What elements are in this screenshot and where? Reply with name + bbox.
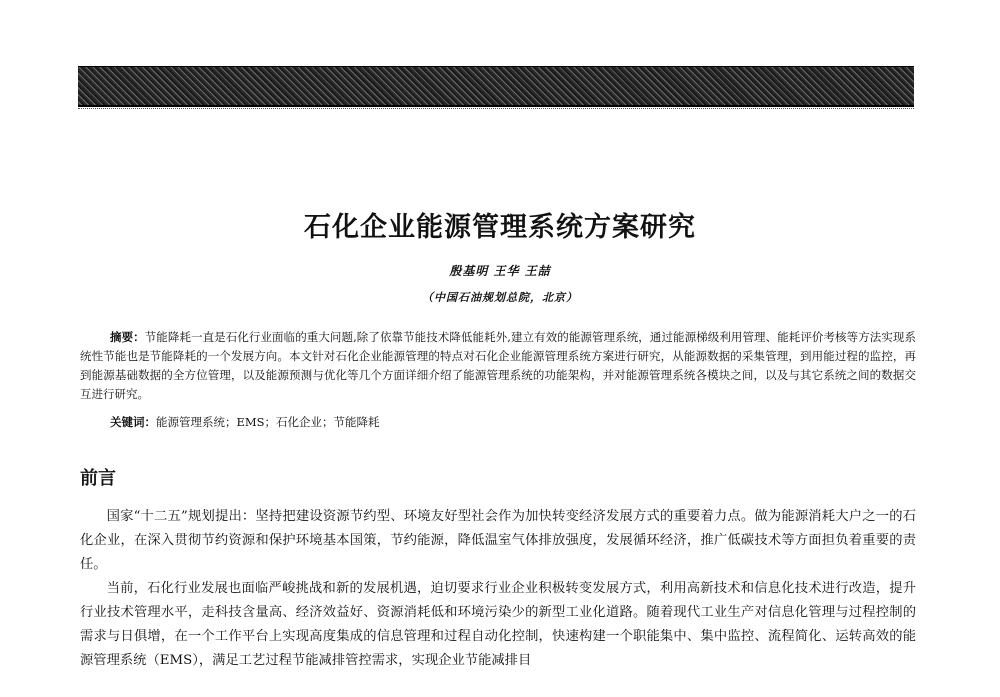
header-banner bbox=[78, 66, 914, 107]
keywords-text: 能源管理系统；EMS；石化企业；节能降耗 bbox=[156, 415, 380, 429]
section-body bbox=[80, 505, 916, 673]
header-rule bbox=[78, 108, 914, 109]
paper-authors: 殷基明 王华 王喆 bbox=[449, 264, 551, 278]
body-paragraph: 当前，石化行业发展也面临严峻挑战和新的发展机遇，迫切要求行业企业积极转变发展方式，利用高新技术和信息化技术进行改造，提升行业技术管理水平，走科技含量高、经济效益好、资源消耗低和环境污染少的新型工业化道路。随着现代工业生产对信息化管理与过程控制的需求与日俱增，在一个工作平台上实现高度集成的信息管理和过程自动化控制，快速构建一个职能集中、集中监控、流程简化、运转高效的能源管理系统（EMS），满足工艺过程节能减排管控需求，实现企业节能减排目 bbox=[80, 581, 916, 668]
paper-title: 石化企业能源管理系统方案研究 bbox=[304, 212, 696, 243]
keywords-label: 关键词： bbox=[110, 415, 156, 429]
section-heading: 前言 bbox=[80, 468, 116, 489]
keywords bbox=[110, 413, 910, 432]
abstract bbox=[80, 328, 916, 404]
abstract-text: 节能降耗一直是石化行业面临的重大问题,除了依靠节能技术降低能耗外,建立有效的能源管理系统，通过能源梯级利用管理、能耗评价考核等方法实现系统性节能也是节能降耗的一个发展方向。本文针对石化企业能源管理的特点对石化企业能源管理系统方案进行研究，从能源数据的采集管理，到用能过程的监控，再到能源基础数据的全方位管理，以及能源预测与优化等几个方面详细介绍了能源管理系统的功能架构，并对能源管理系统各模块之间，以及与其它系统之间的数据交互进行研究。 bbox=[80, 330, 917, 401]
paper-affiliation: （中国石油规划总院，北京） bbox=[422, 291, 578, 304]
abstract-label: 摘要： bbox=[110, 330, 145, 344]
body-paragraph: 国家“十二五”规划提出：坚持把建设资源节约型、环境友好型社会作为加快转变经济发展方式的重要着力点。做为能源消耗大户之一的石化企业，在深入贯彻节约资源和保护环境基本国策，节约能源，降低温室气体排放强度，发展循环经济，推广低碳技术等方面担负着重要的责任。 bbox=[80, 509, 916, 572]
